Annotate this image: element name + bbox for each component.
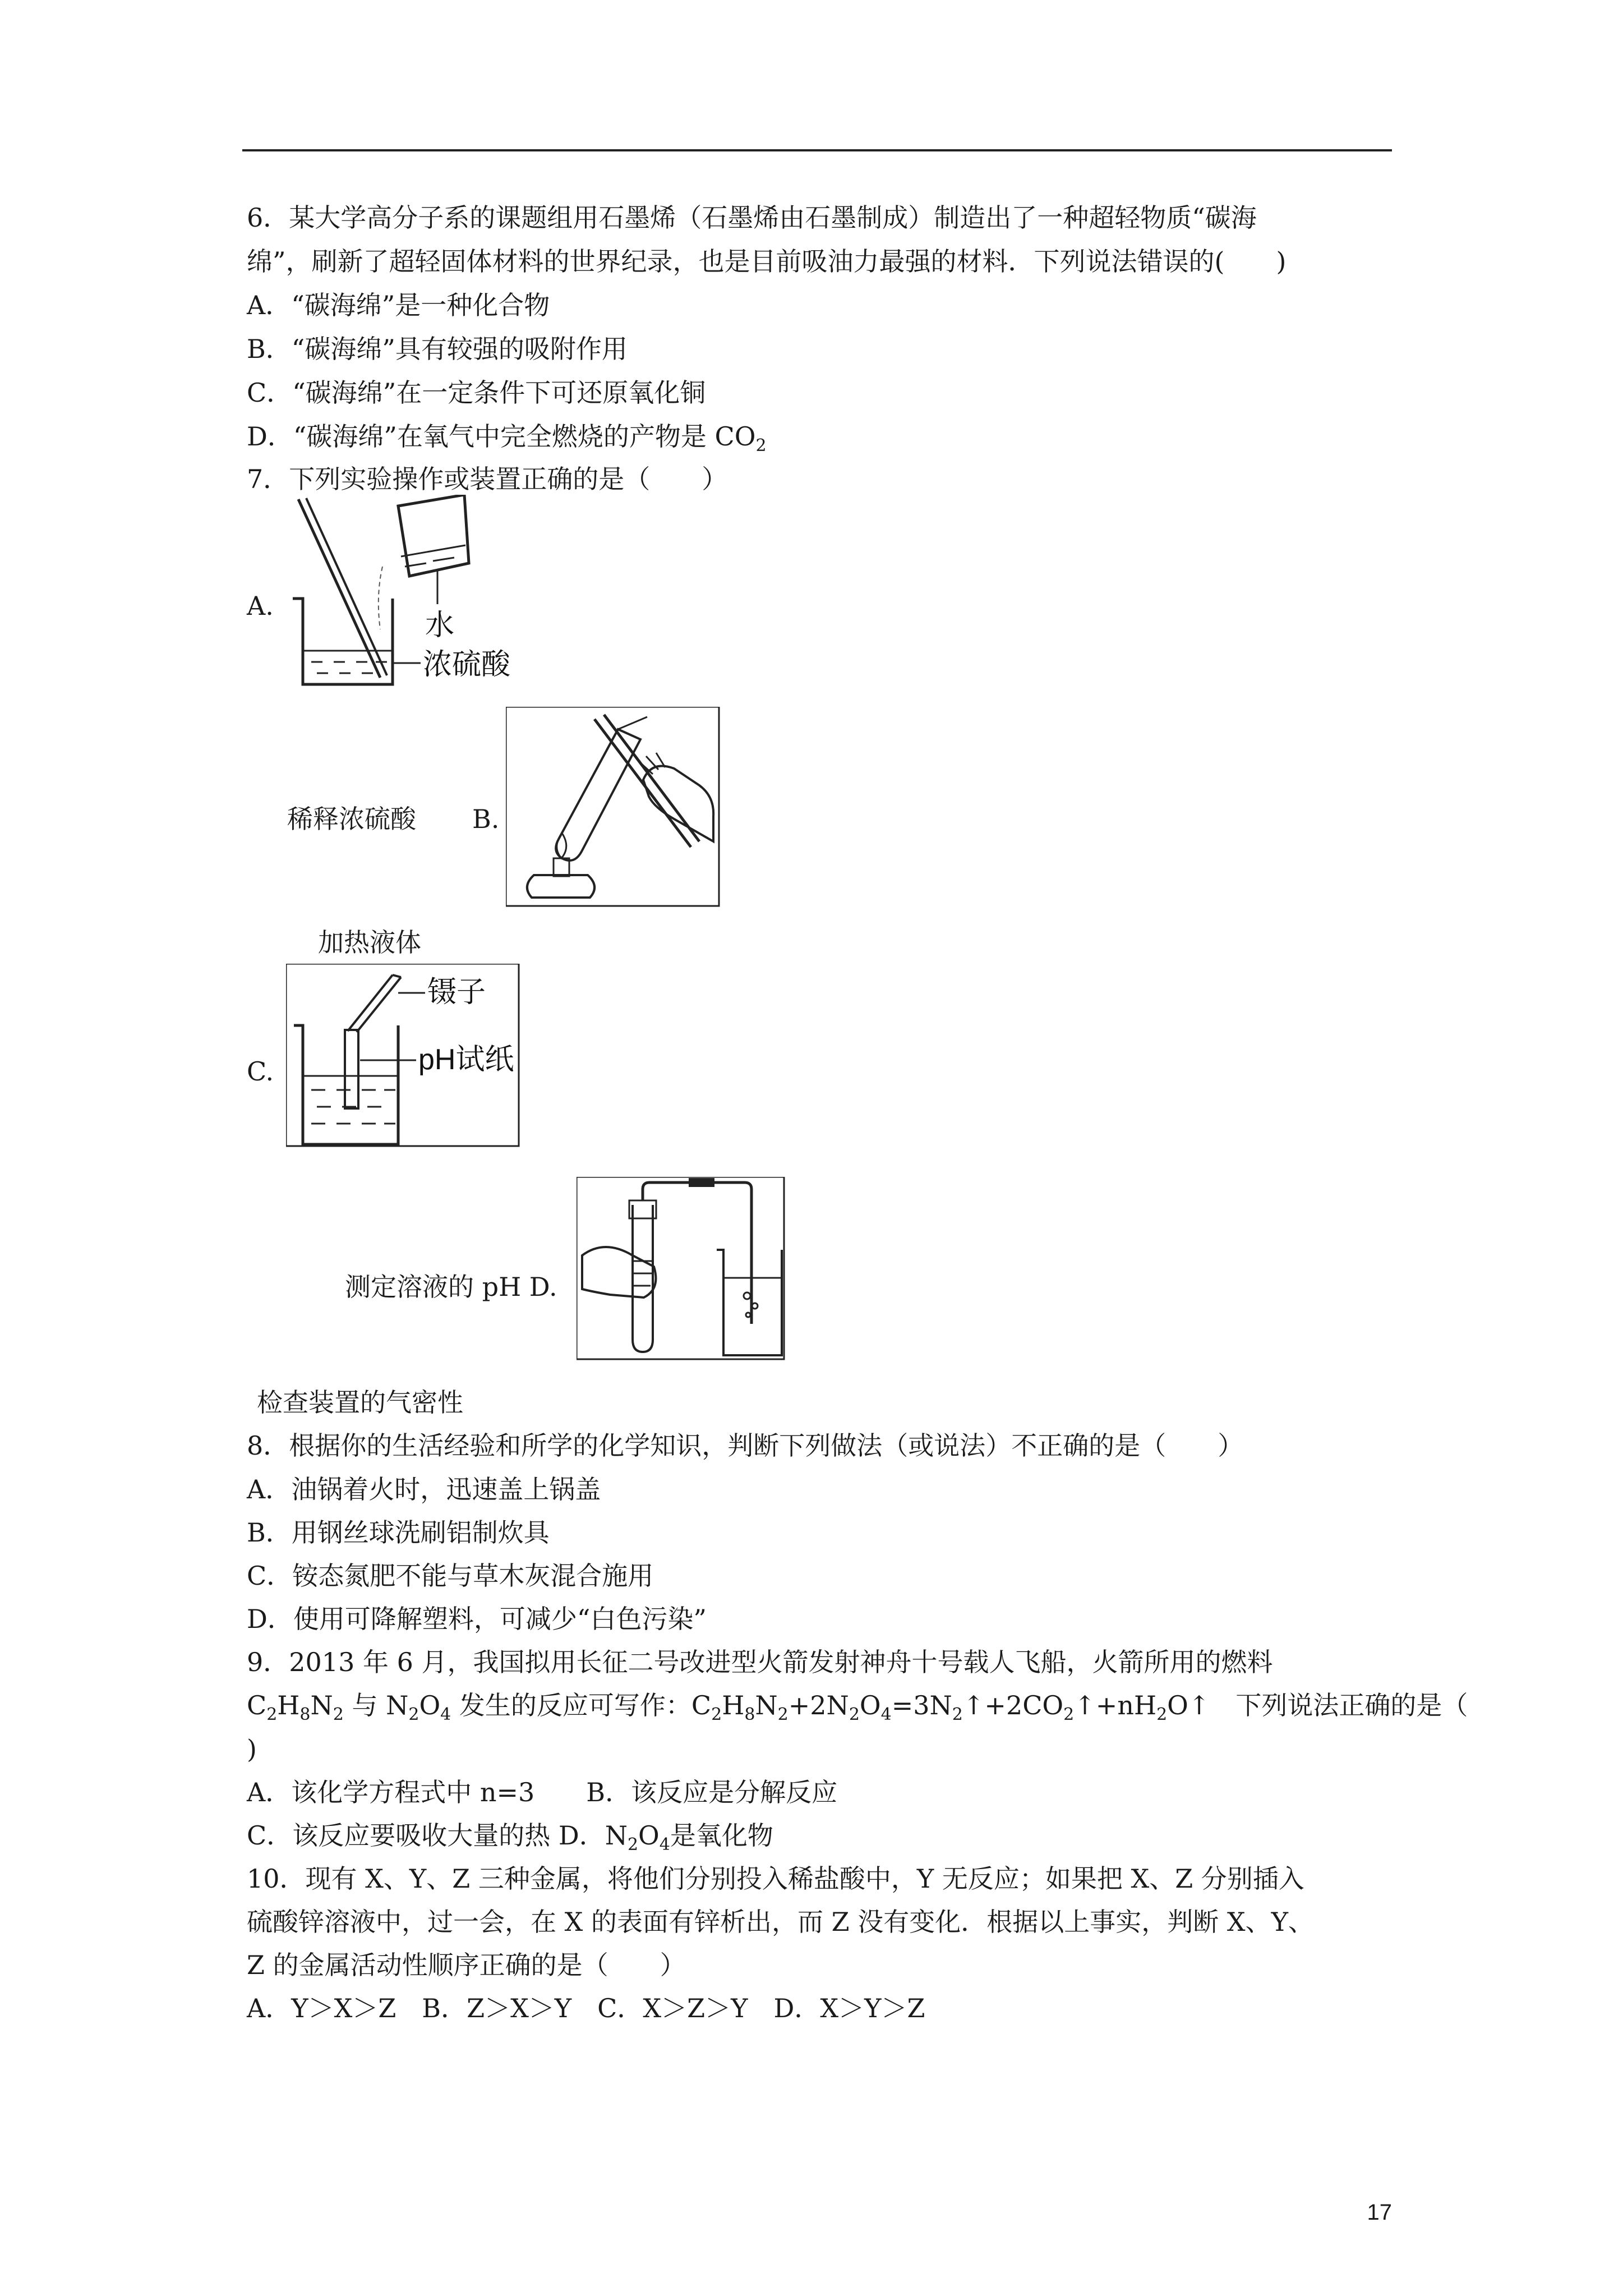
- q10-options: A．Y＞X＞Z B．Z＞X＞Y C．X＞Z＞Y D．X＞Y＞Z: [247, 1993, 925, 2023]
- q7-option-d-name: 检查装置的气密性: [257, 1387, 463, 1418]
- caption-water: 水: [425, 609, 455, 642]
- caption-ph-paper: pH试纸: [418, 1043, 514, 1076]
- q7-stem: 7．下列实验操作或装置正确的是（ ）: [247, 464, 728, 494]
- q6-option-d: D．“碳海绵”在氧气中完全燃烧的产物是 $CO_2$: [247, 421, 767, 455]
- q6-option-c: C．“碳海绵”在一定条件下可还原氧化铜: [247, 378, 706, 408]
- figure-heat-liquid: [506, 707, 722, 909]
- q7-option-c-label: C.: [247, 1056, 274, 1087]
- caption-concentrated-sulfuric-acid: 浓硫酸: [423, 648, 511, 681]
- caption-tweezers: 镊子: [427, 976, 486, 1009]
- q10-stem-line3: Z 的金属活动性顺序正确的是（ ）: [247, 1950, 686, 1980]
- q8-option-c: C．铵态氮肥不能与草木灰混合施用: [247, 1561, 654, 1591]
- q6-option-b: B．“碳海绵”具有较强的吸附作用: [247, 334, 628, 364]
- q8-option-a: A．油锅着火时，迅速盖上锅盖: [247, 1474, 601, 1504]
- q7-option-b-label: B.: [472, 804, 500, 834]
- q6-stem-line2: 绵”，刷新了超轻固体材料的世界纪录，也是目前吸油力最强的材料．下列说法错误的( ): [247, 246, 1287, 277]
- q10-stem-line1: 10．现有 X、Y、Z 三种金属，将他们分别投入稀盐酸中，Y 无反应；如果把 X、Z 分别插入: [247, 1864, 1304, 1894]
- figure-measure-ph: [286, 964, 522, 1149]
- figure-dilute-sulfuric-acid: [286, 495, 527, 688]
- q6-stem-line1: 6．某大学高分子系的课题组用石墨烯（石墨烯由石墨制成）制造出了一种超轻物质“碳海: [247, 203, 1257, 233]
- header-rule: [242, 149, 1392, 151]
- q7-option-b-name: 加热液体: [318, 927, 421, 958]
- q9-stem-line2: $C_2H_8N_2$ 与 $N_2O_4$ 发生的反应可写作：$C_2H_8N_2+2N_2O_4=3N_2↑+2CO_2↑+nH_2O↑$ 下列说法正确的是（: [247, 1690, 1468, 1724]
- q9-stem-line3: ): [247, 1734, 257, 1764]
- q7-option-c-name-and-d-label: 测定溶液的 pH D.: [345, 1272, 557, 1302]
- q9-options-ab: A．该化学方程式中 n=3 B．该反应是分解反应: [247, 1777, 838, 1807]
- q10-stem-line2: 硫酸锌溶液中，过一会，在 X 的表面有锌析出，而 Z 没有变化．根据以上事实，判断 X、Y、: [247, 1907, 1314, 1937]
- q7-option-a-label: A.: [247, 591, 274, 621]
- page-number: 17: [1367, 2200, 1392, 2225]
- q8-option-d: D．使用可降解塑料，可减少“白色污染”: [247, 1604, 707, 1634]
- q8-stem: 8．根据你的生活经验和所学的化学知识，判断下列做法（或说法）不正确的是（ ）: [247, 1430, 1244, 1461]
- q9-stem-line1: 9．2013 年 6 月，我国拟用长征二号改进型火箭发射神舟十号载人飞船，火箭所用的燃料: [247, 1647, 1273, 1677]
- q9-options-cd: C．该反应要吸收大量的热 D．$N_2O_4$是氧化物: [247, 1820, 773, 1855]
- q6-option-a: A．“碳海绵”是一种化合物: [247, 290, 550, 320]
- figure-check-airtightness: [577, 1177, 787, 1362]
- q7-option-a-name: 稀释浓硫酸: [287, 804, 416, 834]
- q8-option-b: B．用钢丝球洗刷铝制炊具: [247, 1517, 550, 1548]
